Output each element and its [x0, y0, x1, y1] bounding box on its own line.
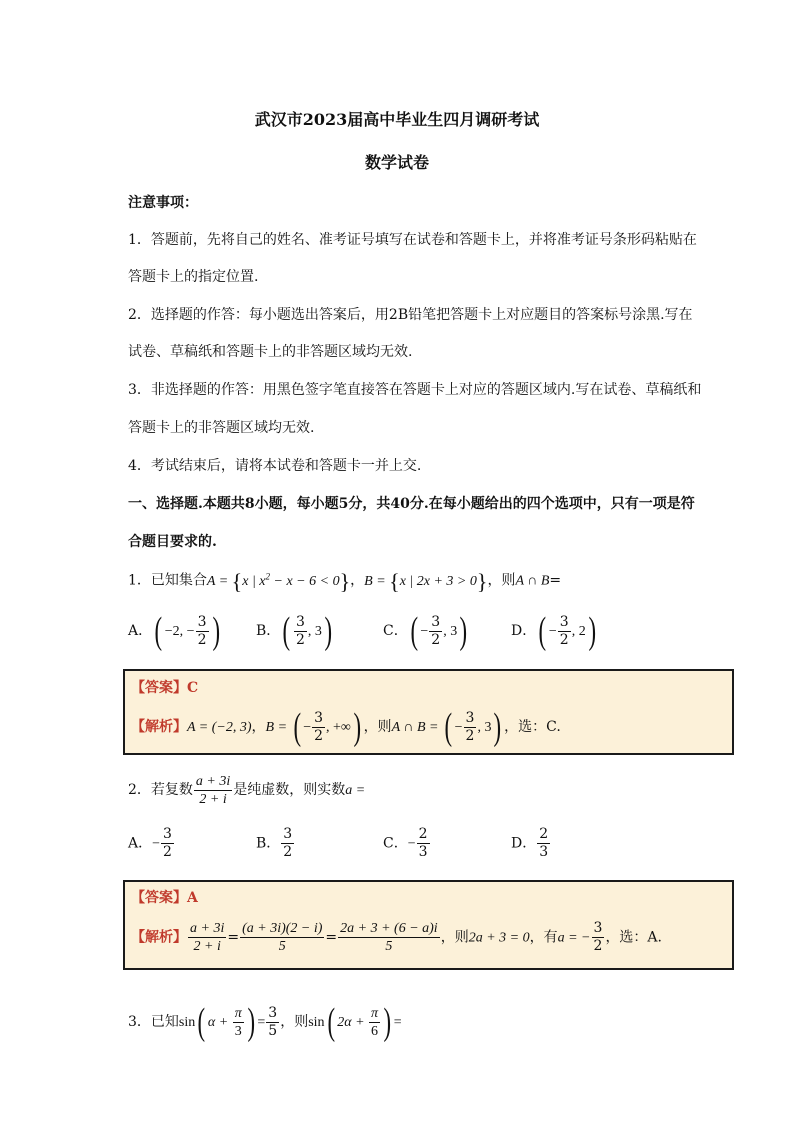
q1-intersection: A ∩ B [515, 573, 550, 589]
q2-prefix: 2．若复数 [128, 782, 193, 798]
q1-answer-label: 【答案】 [131, 680, 187, 696]
exam-title: 武汉市2023届高中毕业生四月调研考试 [254, 110, 540, 129]
q2-option-a-label: A． [128, 835, 153, 852]
section-heading-line1: 一、选择题.本题共8小题，每小题5分，共40分.在每小题给出的四个选项中，只有一项是符 [128, 496, 695, 512]
q1-answer-box [123, 669, 734, 755]
question-2-stem: 2．若复数 $\frac{a + 3i}{2 + i}$ 是纯虚数，则实数a = [128, 773, 366, 807]
q2-option-c: C．− $\frac{2}{3}$ [383, 826, 428, 860]
q2-analysis-label: 【解析】 [131, 929, 187, 946]
q2-option-c-label: C． [383, 835, 408, 852]
q1-option-b-label: B． [256, 623, 281, 639]
q1-then: ，则 [487, 572, 516, 589]
section-heading-line2: 合题目要求的. [128, 534, 217, 550]
q1-option-b: B．( $\frac{3}{2}$ , 3) [256, 610, 332, 652]
notice-item-2b: 试卷、草稿纸和答题卡上的非答题区域均无效. [128, 344, 413, 360]
notice-heading: 注意事项： [128, 195, 198, 211]
q1-analysis-end: ，选：C. [504, 719, 561, 735]
q1-answer-value: C [187, 680, 199, 696]
paper-subtitle: 数学试卷 [364, 153, 429, 172]
q2-analysis-line: 【解析】 $\frac{a + 3i}{2 + i}$ = $\frac{(a + 3i)(2 - i)}{5}$ = $\frac{2a + 3 + (6 - a)i}{5}$ ，则2a + 3 = 0，有a = − $\frac{3}{2}$ ，选：A. [131, 920, 662, 954]
q2-option-a: A．− $\frac{3}{2}$ [128, 826, 172, 860]
q2-option-b: B． $\frac{3}{2}$ [256, 826, 293, 860]
q1-option-c: C．( − $\frac{3}{2}$ , 3) [383, 610, 468, 652]
notice-item-3a: 3．非选择题的作答：用黑色签字笔直接答在答题卡上对应的答题区域内.写在试卷、草稿纸和 [128, 382, 702, 398]
q2-answer-value: A [187, 890, 198, 906]
q1-analysis-then: ，则 [363, 719, 392, 735]
q1-answer-line [131, 677, 198, 697]
q1-option-d-label: D． [511, 623, 537, 639]
notice-item-4: 4．考试结束后，请将本试卷和答题卡一并上交. [128, 458, 422, 474]
notice-item-3b: 答题卡上的非答题区域均无效. [128, 420, 315, 436]
q1-analysis-line: 【解析】A = (−2, 3)，B = ( − $\frac{3}{2}$ , +∞) ，则A ∩ B = ( − $\frac{3}{2}$ , 3) ，选：C. [131, 706, 561, 748]
q2-suffix: 是纯虚数，则实数 [233, 782, 346, 798]
q2-answer-line [131, 887, 198, 907]
q1-option-a-label: A． [128, 623, 153, 639]
question-1-stem [128, 566, 561, 592]
question-3-stem: 3．已知sin( α + $\frac{\pi}{3}$ ) = $\frac{3}{5}$ ，则sin( 2α + $\frac{\pi}{6}$ ) = [128, 1001, 402, 1043]
q1-equals: = [549, 572, 562, 589]
q2-answer-box [123, 880, 734, 970]
q1-prefix: 1．已知集合 [128, 572, 207, 589]
q2-option-d-label: D． [511, 835, 537, 852]
q2-analysis-then: ，则 [440, 929, 469, 946]
notice-item-1b: 答题卡上的指定位置. [128, 269, 259, 285]
q3-then: ，则 [280, 1014, 309, 1030]
q1-set-b: B = {x | 2x + 3 > 0} [364, 568, 488, 594]
notice-item-1a: 1．答题前，先将自己的姓名、准考证号填写在试卷和答题卡上，并将准考证号条形码粘贴在 [128, 232, 697, 248]
q2-option-b-label: B． [256, 835, 281, 852]
notice-item-2a: 2．选择题的作答：每小题选出答案后，用2B铅笔把答题卡上对应题目的答案标号涂黑.写在 [128, 307, 693, 323]
q1-analysis-sep: ， [251, 719, 266, 735]
q1-analysis-label: 【解析】 [131, 719, 187, 735]
q1-option-a: A．( −2, − $\frac{3}{2}$ ) [128, 610, 220, 652]
q1-sep: ， [350, 572, 365, 589]
q2-answer-label: 【答案】 [131, 890, 187, 906]
q2-option-d: D． $\frac{2}{3}$ [511, 826, 549, 860]
q3-prefix: 3．已知 [128, 1014, 179, 1030]
q2-analysis-end: ，选：A. [605, 929, 662, 946]
q1-option-c-label: C． [383, 623, 408, 639]
q1-set-a: A = {x | $x^2 - x - 6 < 0$} [206, 568, 351, 594]
q1-option-d: D．( − $\frac{3}{2}$ , 2) [511, 610, 596, 652]
q2-analysis-have: ，有 [529, 929, 558, 946]
